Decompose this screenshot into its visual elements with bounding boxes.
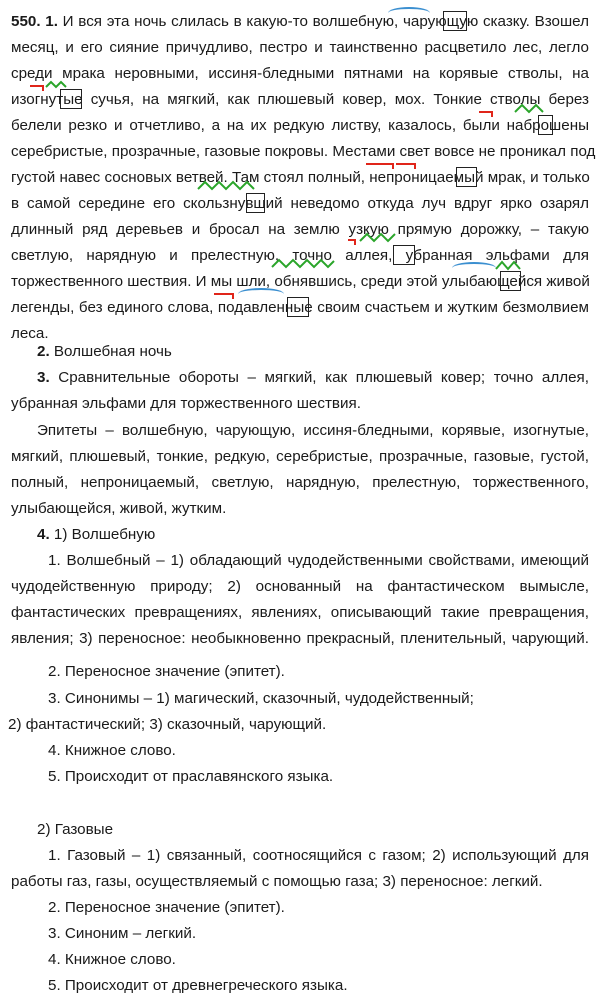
epithets-line: улыбающейся, живой, жутким. bbox=[11, 500, 227, 517]
ending-box-mark bbox=[443, 11, 467, 31]
definition-line: чудодейственную природу; 2) основанный на фантастическом вымысле, bbox=[11, 578, 589, 595]
paragraph-line: торжественного шествия. И мы шли, обнявшись, среди этой улыбающейся живой bbox=[11, 273, 590, 290]
epithets-line: мягкий, плюшевый, тонкие, редкую, серебристые, прозрачные, газовые, густой, bbox=[11, 448, 589, 465]
definition-line: 1. Газовый – 1) связанный, соотносящийся с газом; 2) использующий для bbox=[48, 847, 589, 864]
prefix-hook-mark bbox=[348, 239, 356, 245]
ending-box-mark bbox=[287, 297, 309, 317]
definition-line: явления; 3) переносное: необыкновенно прекрасный, пленительный, чарующий. bbox=[11, 630, 589, 647]
prefix-hook-mark bbox=[396, 163, 416, 169]
task4-head bbox=[37, 525, 155, 547]
epithets-line: полный, непроницаемый, светлую, нарядную, прелестную, торжественного, bbox=[11, 474, 589, 491]
item-line: 5. Происходит от древнегреческого языка. bbox=[48, 977, 348, 994]
suffix-arc-mark bbox=[452, 262, 496, 268]
definition-line: работы газ, газы, осуществляемый с помощью газа; 3) переносное: легкий. bbox=[11, 873, 543, 890]
zigzag-mark bbox=[46, 81, 66, 89]
task3-line: убранная эльфами для торжественного шествия. bbox=[11, 395, 361, 412]
task2-line bbox=[37, 342, 172, 364]
task4-head-text: 1) Волшебную bbox=[53, 526, 156, 543]
definition-line: фантастических превращениях, явлениях, описывающий такие превращения, bbox=[11, 604, 589, 621]
epithets-line: Эпитеты – волшебную, чарующую, иссиня-бледными, корявые, изогнутые, bbox=[37, 422, 589, 439]
paragraph-line: изогнутые сучья, на мягкий, как плюшевый ковер, мох. Тонкие стволы берез bbox=[11, 91, 589, 108]
item-line: 3. Синонимы – 1) магический, сказочный, чудодейственный; bbox=[48, 690, 474, 707]
task4-head2: 2) Газовые bbox=[37, 821, 114, 838]
ending-box-mark bbox=[393, 245, 415, 265]
paragraph-line: светлую, нарядную и прелестную, точно аллея, убранная эльфами для bbox=[11, 247, 589, 264]
zigzag-mark bbox=[360, 233, 398, 243]
paragraph-line: длинный ряд деревьев и бросал на землю узкую прямую дорожку, – такую bbox=[11, 221, 589, 238]
paragraph-text: И вся эта ночь слилась в какую-то волшебную, чарующую сказку. Взошел bbox=[62, 13, 589, 30]
ending-box-mark bbox=[538, 115, 553, 135]
paragraph-line: леса. bbox=[11, 325, 49, 342]
zigzag-mark bbox=[496, 261, 520, 271]
prefix-hook-mark bbox=[214, 293, 234, 299]
paragraph-line: месяц, и его сияние причудливо, пестро и таинственно расцветило лес, легло bbox=[11, 39, 589, 56]
suffix-arc-mark bbox=[238, 288, 284, 294]
paragraph-line: серебристые, прозрачные, газовые покровы. Местами свет вовсе не проникал под bbox=[11, 143, 596, 160]
task2-number: 2. bbox=[37, 343, 50, 360]
paragraph-line: в самой середине его скользнувший неведомо откуда луч вдруг ярко озарял bbox=[11, 195, 589, 212]
item-line: 2. Переносное значение (эпитет). bbox=[48, 899, 285, 916]
paragraph-line: легенды, без единого слова, подавленные своим счастьем и жутким безмолвием bbox=[11, 299, 589, 316]
item-line: 3. Синоним – легкий. bbox=[48, 925, 197, 942]
item-line: 2) фантастический; 3) сказочный, чарующий. bbox=[8, 716, 327, 733]
ending-box-mark bbox=[246, 193, 265, 213]
task2-text: Волшебная ночь bbox=[53, 343, 172, 360]
item-line: 4. Книжное слово. bbox=[48, 742, 176, 759]
paragraph-line: среди мрака неровными, иссиня-бледными пятнами на корявые стволы, на bbox=[11, 65, 589, 82]
task3-text: Сравнительные обороты – мягкий, как плюшевый ковер; точно аллея, bbox=[58, 369, 589, 386]
ending-box-mark bbox=[456, 167, 477, 187]
task3-number: 3. bbox=[37, 369, 50, 386]
item-line: 4. Книжное слово. bbox=[48, 951, 176, 968]
paragraph-line: белели резко и отчетливо, а на их редкую листву, казалось, были наброшены bbox=[11, 117, 589, 134]
paragraph-line: густой навес сосновых ветвей. Там стоял полный, непроницаемый мрак, и только bbox=[11, 169, 590, 186]
definition-line: 1. Волшебный – 1) обладающий чудодейственными свойствами, имеющий bbox=[48, 552, 589, 569]
ending-box-mark bbox=[60, 89, 82, 109]
item-line: 5. Происходит от праславянского языка. bbox=[48, 768, 334, 785]
zigzag-mark bbox=[515, 104, 545, 114]
ending-box-mark bbox=[500, 271, 521, 291]
prefix-hook-mark bbox=[366, 163, 394, 169]
prefix-hook-mark bbox=[479, 111, 493, 117]
suffix-arc-mark bbox=[388, 7, 430, 13]
zigzag-mark bbox=[272, 259, 336, 269]
task3-line bbox=[37, 368, 589, 390]
item-line: 2. Переносное значение (эпитет). bbox=[48, 663, 285, 680]
task-number: 1. bbox=[45, 13, 58, 30]
exercise-number: 550. bbox=[11, 13, 41, 30]
paragraph-line bbox=[11, 12, 589, 34]
task4-number: 4. bbox=[37, 526, 50, 543]
prefix-hook-mark bbox=[30, 85, 44, 91]
zigzag-mark bbox=[198, 181, 258, 191]
